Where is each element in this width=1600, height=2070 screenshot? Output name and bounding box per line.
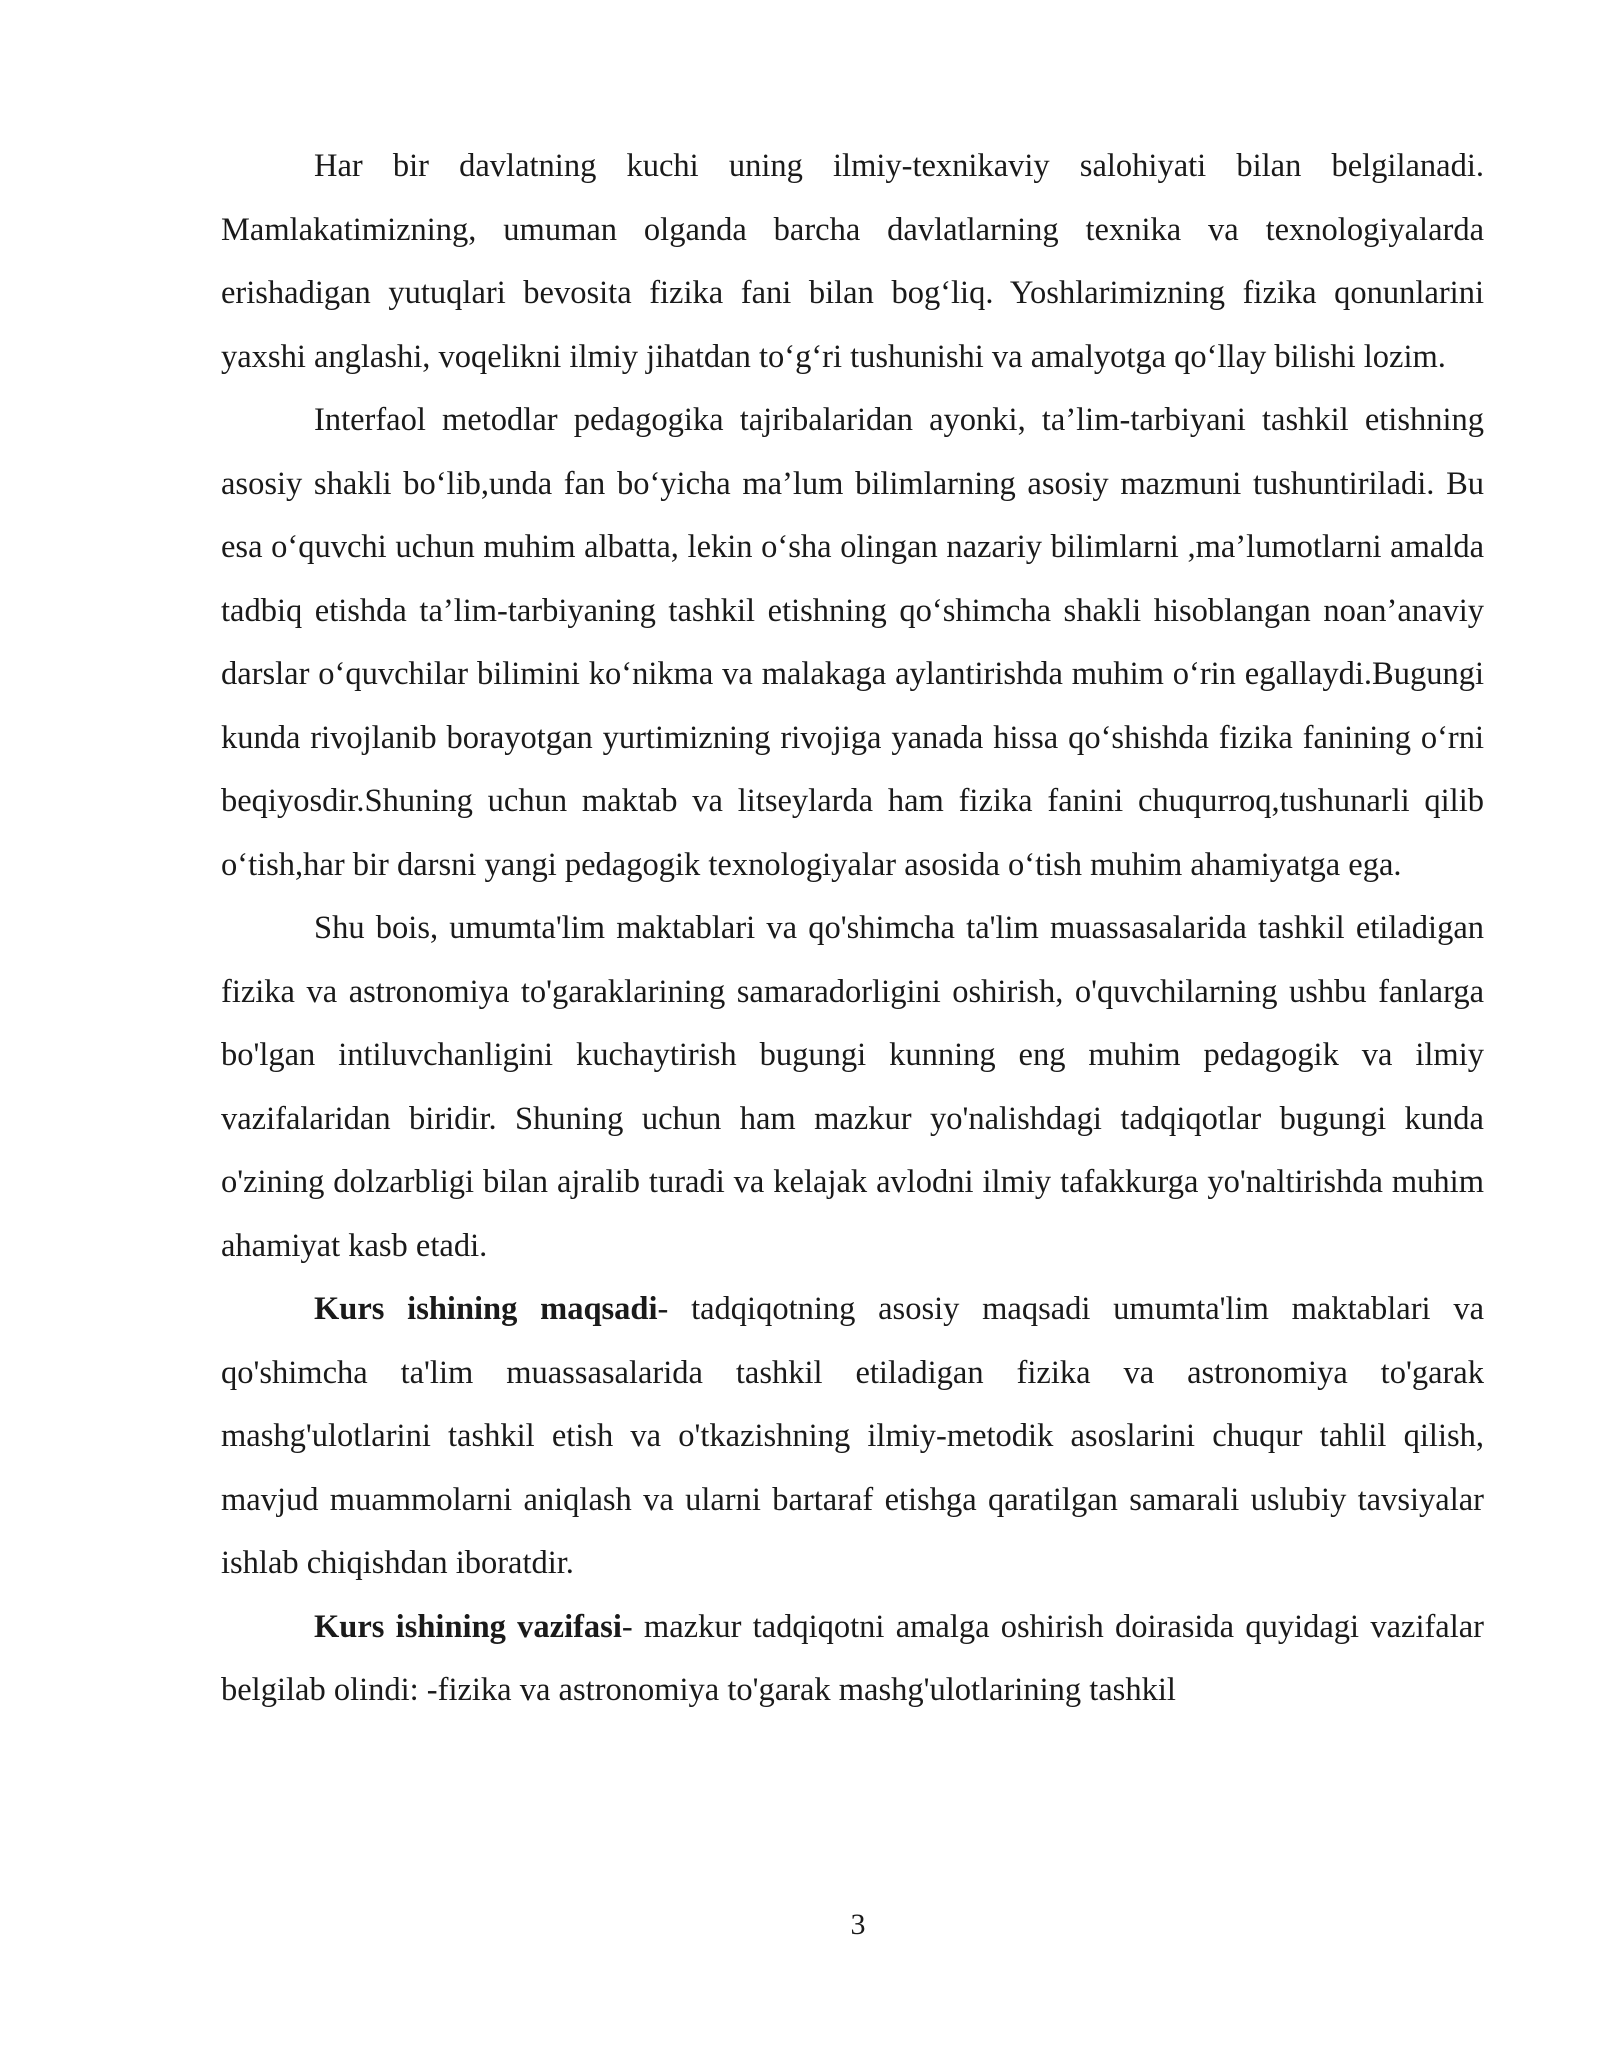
paragraph-goal-text: - tadqiqotning asosiy maqsadi umumta'lim maktablari va qo'shimcha ta'lim muassasalarida tashkil etiladigan fizika va astronomiya to'garak mashg'ulotlarini tashkil etish va o'tkazishning ilmiy-metodik asoslarini chuqur tahlil qilish, mavjud muammolarni aniqlash va ularni bartaraf etishga qaratilgan samarali uslubiy tavsiyalar ishlab chiqishdan iboratdir. bbox=[221, 1291, 1484, 1581]
paragraph-relevance-text: Shu bois, umumta'lim maktablari va qo'shimcha ta'lim muassasalarida tashkil etiladigan fizika va astronomiya to'garaklarining samaradorligini oshirish, o'quvchilarning ushbu fanlarga bo'lgan intiluvchanligini kuchaytirish bugungi kunning eng muhim pedagogik va ilmiy vazifalaridan biridir. Shuning uchun ham mazkur yo'nalishdagi tadqiqotlar bugungi kunda o'zining dolzarbligi bilan ajralib turadi va kelajak avlodni ilmiy tafakkurga yo'naltirishda muhim ahamiyat kasb etadi. bbox=[221, 910, 1484, 1264]
paragraph-interactive-methods bbox=[221, 389, 1484, 897]
paragraph-intro-text: Har bir davlatning kuchi uning ilmiy-texnikaviy salohiyati bilan belgilanadi. Mamlakatimizning, umuman olganda barcha davlatlarning texnika va texnologiyalarda erishadigan yutuqlari bevosita fizika fani bilan bog‘liq. Yoshlarimizning fizika qonunlarini yaxshi anglashi, voqelikni ilmiy jihatdan to‘g‘ri tushunishi va amalyotga qo‘llay bilishi lozim. bbox=[221, 148, 1484, 375]
paragraph-goal-heading: Kurs ishining maqsadi bbox=[314, 1291, 658, 1327]
body-text bbox=[221, 135, 1484, 1723]
page-number: 3 bbox=[850, 1908, 866, 1941]
paragraph-relevance bbox=[221, 897, 1484, 1278]
paragraph-tasks bbox=[221, 1596, 1484, 1723]
paragraph-tasks-heading: Kurs ishining vazifasi bbox=[314, 1608, 622, 1645]
paragraph-interactive-methods-text: Interfaol metodlar pedagogika tajribalaridan ayonki, ta’lim-tarbiyani tashkil etishning asosiy shakli bo‘lib,unda fan bo‘yicha ma’lum bilimlarning asosiy mazmuni tushuntiriladi. Bu esa o‘quvchi uchun muhim albatta, lekin o‘sha olingan nazariy bilimlarni ,ma’lumotlarni amalda tadbiq etishda ta’lim-tarbiyaning tashkil etishning qo‘shimcha shakli hisoblangan noan’anaviy darslar o‘quvchilar bilimini ko‘nikma va malakaga aylantirishda muhim o‘rin egallaydi.Bugungi kunda rivojlanib borayotgan yurtimizning rivojiga yanada hissa qo‘shishda fizika fanining o‘rni beqiyosdir.Shuning uchun maktab va litseylarda ham fizika fanini chuqurroq,tushunarli qilib o‘tish,har bir darsni yangi pedagogik texnologiyalar asosida o‘tish muhim ahamiyatga ega. bbox=[221, 402, 1484, 883]
paragraph-intro bbox=[221, 135, 1484, 389]
paragraph-tasks-text: - mazkur tadqiqotni amalga oshirish doirasida quyidagi vazifalar belgilab olindi: -fizika va astronomiya to'garak mashg'ulotlarining tashkil bbox=[221, 1608, 1484, 1708]
paragraph-goal bbox=[221, 1278, 1484, 1596]
